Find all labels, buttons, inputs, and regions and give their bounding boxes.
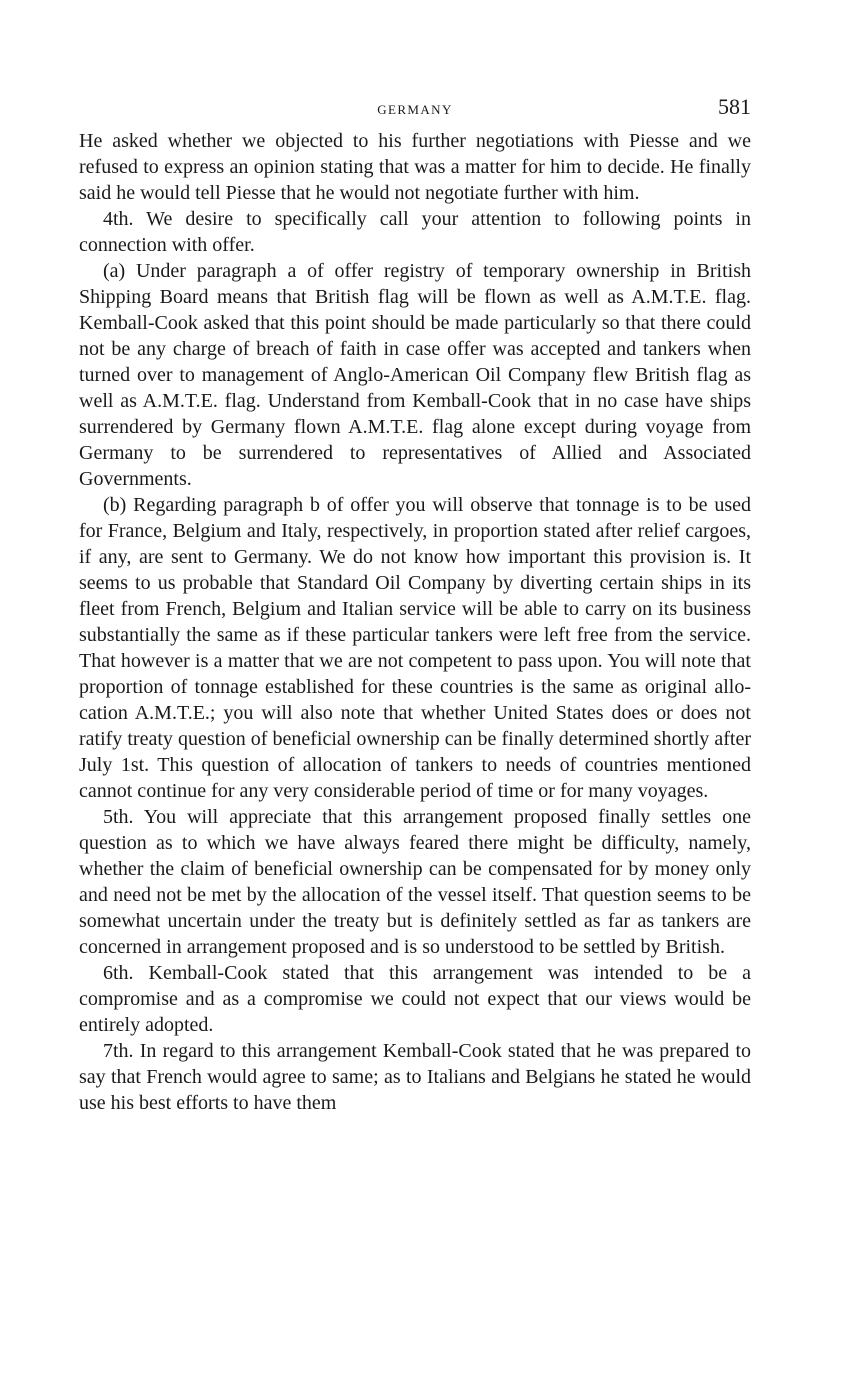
page-number: 581 bbox=[718, 94, 751, 119]
paragraph-6th: 6th. Kemball-Cook stated that this arrangement was intended to be a compromise and as a compromise we could not expect that our views would be entirely adopted. bbox=[79, 962, 751, 1036]
paragraph-continuation: He asked whether we objected to his further negotiations with Piesse and we refused to express an opinion stating that was a matter for him to decide. He finally said he would tell Piesse that he would not negotiate further with him. bbox=[79, 130, 751, 204]
paragraph-4th-b: (b) Regarding paragraph b of offer you will observe that tonnage is to be used for France, Belgium and Italy, respectively, in proportion stated after relief cargoes, if any, are sent to Germany. We do not know how important this provision is. It seems to us probable that Standard Oil Company by diverting certain ships in its fleet from French, Belgium and Italian service will be able to carry on its business substantially the same as if these particular tankers were left free from the service. That however is a matter that we are not competent to pass upon. You will note that proportion of tonnage established for these countries is the same as original allocation A.M.T.E.; you will also note that whether United States does or does not ratify treaty question of beneficial ownership can be finally determined shortly after July 1st. This question of allocation of tankers to needs of countries mentioned cannot continue for any very considerable period of time or for many voyages. bbox=[79, 494, 751, 802]
running-title: GERMANY bbox=[377, 102, 453, 117]
paragraph-7th: 7th. In regard to this arrangement Kemball-Cook stated that he was prepared to say that French would agree to same; as to Italians and Belgians he stated he would use his best efforts to have them bbox=[79, 1040, 751, 1114]
running-head bbox=[79, 92, 751, 128]
document-page bbox=[79, 92, 751, 1116]
paragraph-4th: 4th. We desire to specifically call your attention to following points in connection with offer. bbox=[79, 208, 751, 256]
paragraph-5th: 5th. You will appreciate that this arrangement proposed finally settles one question as to which we have always feared there might be difficulty, namely, whether the claim of beneficial ownership can be compensated for by money only and need not be met by the allocation of the vessel itself. That question seems to be somewhat uncertain under the treaty but is definitely settled as far as tankers are concerned in arrangement proposed and is so understood to be settled by British. bbox=[79, 806, 751, 958]
paragraph-4th-a: (a) Under paragraph a of offer registry of temporary ownership in British Shipping Board means that British flag will be flown as well as A.M.T.E. flag. Kemball-Cook asked that this point should be made particularly so that there could not be any charge of breach of faith in case offer was accepted and tankers when turned over to management of Anglo-American Oil Company flew British flag as well as A.M.T.E. flag. Understand from Kemball-Cook that in no case have ships surrendered by Germany flown A.M.T.E. flag alone except during voyage from Germany to be surrendered to representatives of Allied and Associated Governments. bbox=[79, 260, 751, 490]
